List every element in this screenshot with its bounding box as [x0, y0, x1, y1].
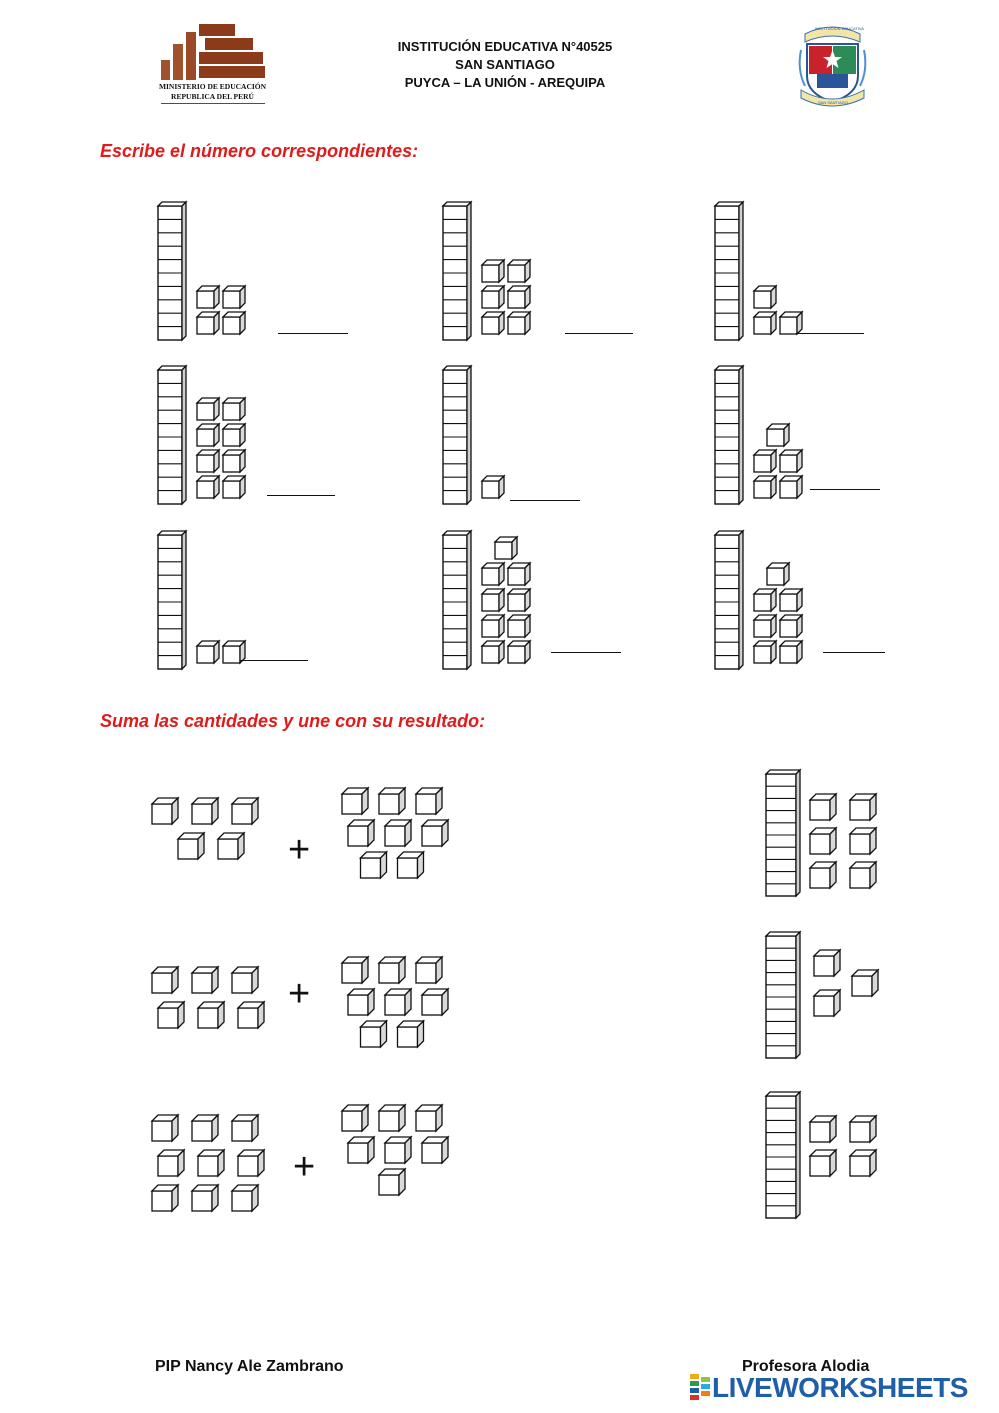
unit-cube — [197, 476, 219, 498]
unit-cube — [508, 286, 530, 308]
liveworksheets-logo[interactable] — [690, 1372, 968, 1404]
footer-author: PIP Nancy Ale Zambrano — [155, 1358, 344, 1375]
ten-rod — [715, 366, 743, 504]
unit-cube — [342, 788, 368, 814]
base-ten-item-3 — [712, 198, 842, 348]
unit-cube — [192, 798, 218, 824]
unit-cube — [754, 615, 776, 637]
unit-cube — [508, 589, 530, 611]
ten-rod — [443, 202, 471, 340]
base-ten-item-8 — [440, 527, 570, 677]
unit-cube — [754, 641, 776, 663]
unit-cube — [850, 794, 876, 820]
answer-blank-9[interactable] — [823, 652, 885, 653]
unit-cube — [780, 312, 802, 334]
unit-cube — [348, 989, 374, 1015]
unit-cube — [223, 450, 245, 472]
unit-cube — [348, 1137, 374, 1163]
unit-cube — [508, 260, 530, 282]
unit-cube — [178, 833, 204, 859]
unit-cube — [385, 820, 411, 846]
unit-cube — [422, 989, 448, 1015]
unit-cube — [508, 615, 530, 637]
unit-cube — [232, 798, 258, 824]
unit-cube — [482, 286, 504, 308]
unit-cube — [223, 398, 245, 420]
answer-blank-5[interactable] — [510, 500, 580, 501]
sum-left-group-2 — [150, 965, 270, 1065]
unit-cube — [223, 312, 245, 334]
unit-cube — [482, 563, 504, 585]
answer-blank-8[interactable] — [551, 652, 621, 653]
unit-cube — [385, 1137, 411, 1163]
section2-title: Suma las cantidades y une con su resultado: — [100, 711, 486, 731]
sum-connector-2[interactable] — [470, 1010, 471, 1011]
unit-cube — [223, 286, 245, 308]
unit-cube — [850, 862, 876, 888]
ten-rod — [158, 366, 186, 504]
unit-cube — [754, 450, 776, 472]
unit-cube — [192, 1185, 218, 1211]
unit-cube — [508, 563, 530, 585]
liveworksheets-text: LIVEWORKSHEETS — [712, 1372, 968, 1403]
base-ten-item-7 — [155, 527, 285, 677]
base-ten-item-2 — [440, 198, 570, 348]
answer-blank-7[interactable] — [240, 660, 308, 661]
unit-cube — [152, 1185, 178, 1211]
unit-cube — [361, 1021, 387, 1047]
answer-blank-3[interactable] — [796, 333, 864, 334]
ten-rod — [158, 202, 186, 340]
unit-cube — [223, 476, 245, 498]
unit-cube — [780, 641, 802, 663]
result-item-2 — [762, 930, 887, 1065]
unit-cube — [232, 967, 258, 993]
school-crest-icon — [795, 20, 870, 112]
unit-cube — [810, 828, 836, 854]
unit-cube — [379, 788, 405, 814]
unit-cube — [482, 615, 504, 637]
unit-cube — [398, 1021, 424, 1047]
unit-cube — [232, 1185, 258, 1211]
unit-cube — [482, 641, 504, 663]
unit-cube — [754, 476, 776, 498]
liveworksheets-icon — [690, 1374, 712, 1400]
unit-cube — [852, 970, 878, 996]
plus-sign-1: + — [288, 829, 311, 871]
unit-cube — [361, 852, 387, 878]
section1-title: Escribe el número correspondientes: — [100, 141, 419, 161]
unit-cube — [197, 312, 219, 334]
ministry-name-line1: MINISTERIO DE EDUCACIÓN — [158, 82, 267, 91]
unit-cube — [379, 957, 405, 983]
unit-cube — [814, 950, 840, 976]
unit-cube — [152, 798, 178, 824]
plus-sign-2: + — [288, 973, 311, 1015]
crest-text-top: INSTITUCIÓN EDUCATIVA — [815, 26, 864, 31]
unit-cube — [379, 1169, 405, 1195]
unit-cube — [416, 1105, 442, 1131]
footer-teacher: Profesora Alodia — [742, 1358, 870, 1375]
ten-rod — [766, 770, 800, 896]
ten-rod — [158, 531, 186, 669]
ten-rod — [766, 932, 800, 1058]
unit-cube — [754, 286, 776, 308]
unit-cube — [398, 852, 424, 878]
ministry-name-line2: REPUBLICA DEL PERÚ — [171, 92, 254, 101]
unit-cube — [192, 967, 218, 993]
base-ten-item-1 — [155, 198, 285, 348]
crest-text-bottom: SAN SANTIAGO — [817, 100, 848, 105]
unit-cube — [850, 1150, 876, 1176]
unit-cube — [152, 967, 178, 993]
unit-cube — [422, 1137, 448, 1163]
school-header — [300, 38, 710, 92]
unit-cube — [814, 990, 840, 1016]
plus-sign-3: + — [293, 1146, 316, 1188]
school-crest — [795, 20, 870, 112]
unit-cube — [348, 820, 374, 846]
unit-cube — [780, 450, 802, 472]
unit-cube — [197, 450, 219, 472]
base-ten-item-4 — [155, 362, 285, 512]
answer-blank-4[interactable] — [267, 495, 335, 496]
unit-cube — [158, 1150, 184, 1176]
result-item-3 — [762, 1090, 887, 1225]
answer-blank-2[interactable] — [565, 333, 633, 334]
unit-cube — [780, 476, 802, 498]
unit-cube — [158, 1002, 184, 1028]
unit-cube — [482, 260, 504, 282]
unit-cube — [780, 615, 802, 637]
unit-cube — [342, 957, 368, 983]
unit-cube — [767, 563, 789, 585]
unit-cube — [810, 794, 836, 820]
base-ten-item-9 — [712, 527, 842, 677]
base-ten-item-5 — [440, 362, 570, 512]
unit-cube — [197, 398, 219, 420]
unit-cube — [754, 589, 776, 611]
unit-cube — [238, 1002, 264, 1028]
unit-cube — [416, 788, 442, 814]
ten-rod — [443, 366, 471, 504]
ten-rod — [443, 531, 471, 669]
school-location: PUYCA – LA UNIÓN - AREQUIPA — [404, 75, 606, 90]
unit-cube — [482, 312, 504, 334]
ten-rod — [715, 202, 743, 340]
sum-right-group-3 — [340, 1103, 460, 1213]
unit-cube — [508, 641, 530, 663]
ministry-logo — [155, 22, 270, 112]
unit-cube — [810, 862, 836, 888]
sum-left-group-1 — [150, 796, 270, 896]
unit-cube — [767, 424, 789, 446]
unit-cube — [482, 589, 504, 611]
sum-left-group-3 — [150, 1113, 270, 1213]
answer-blank-1[interactable] — [278, 333, 348, 334]
sum-connector-1[interactable] — [470, 841, 471, 842]
unit-cube — [482, 476, 504, 498]
sum-connector-3[interactable] — [470, 1158, 471, 1159]
unit-cube — [342, 1105, 368, 1131]
unit-cube — [198, 1150, 224, 1176]
result-item-1 — [762, 768, 887, 903]
unit-cube — [238, 1150, 264, 1176]
sum-right-group-2 — [340, 955, 460, 1065]
ten-rod — [715, 531, 743, 669]
unit-cube — [495, 537, 517, 559]
unit-cube — [780, 589, 802, 611]
school-name: INSTITUCIÓN EDUCATIVA N°40525 — [397, 39, 613, 54]
unit-cube — [232, 1115, 258, 1141]
ten-rod — [766, 1092, 800, 1218]
unit-cube — [422, 820, 448, 846]
unit-cube — [850, 1116, 876, 1142]
unit-cube — [385, 989, 411, 1015]
unit-cube — [218, 833, 244, 859]
unit-cube — [810, 1116, 836, 1142]
unit-cube — [379, 1105, 405, 1131]
unit-cube — [508, 312, 530, 334]
unit-cube — [810, 1150, 836, 1176]
unit-cube — [152, 1115, 178, 1141]
unit-cube — [754, 312, 776, 334]
unit-cube — [197, 641, 219, 663]
unit-cube — [197, 286, 219, 308]
unit-cube — [197, 424, 219, 446]
unit-cube — [223, 424, 245, 446]
answer-blank-6[interactable] — [810, 489, 880, 490]
unit-cube — [850, 828, 876, 854]
unit-cube — [416, 957, 442, 983]
sum-right-group-1 — [340, 786, 460, 896]
school-place: SAN SANTIAGO — [455, 57, 555, 72]
unit-cube — [192, 1115, 218, 1141]
unit-cube — [198, 1002, 224, 1028]
